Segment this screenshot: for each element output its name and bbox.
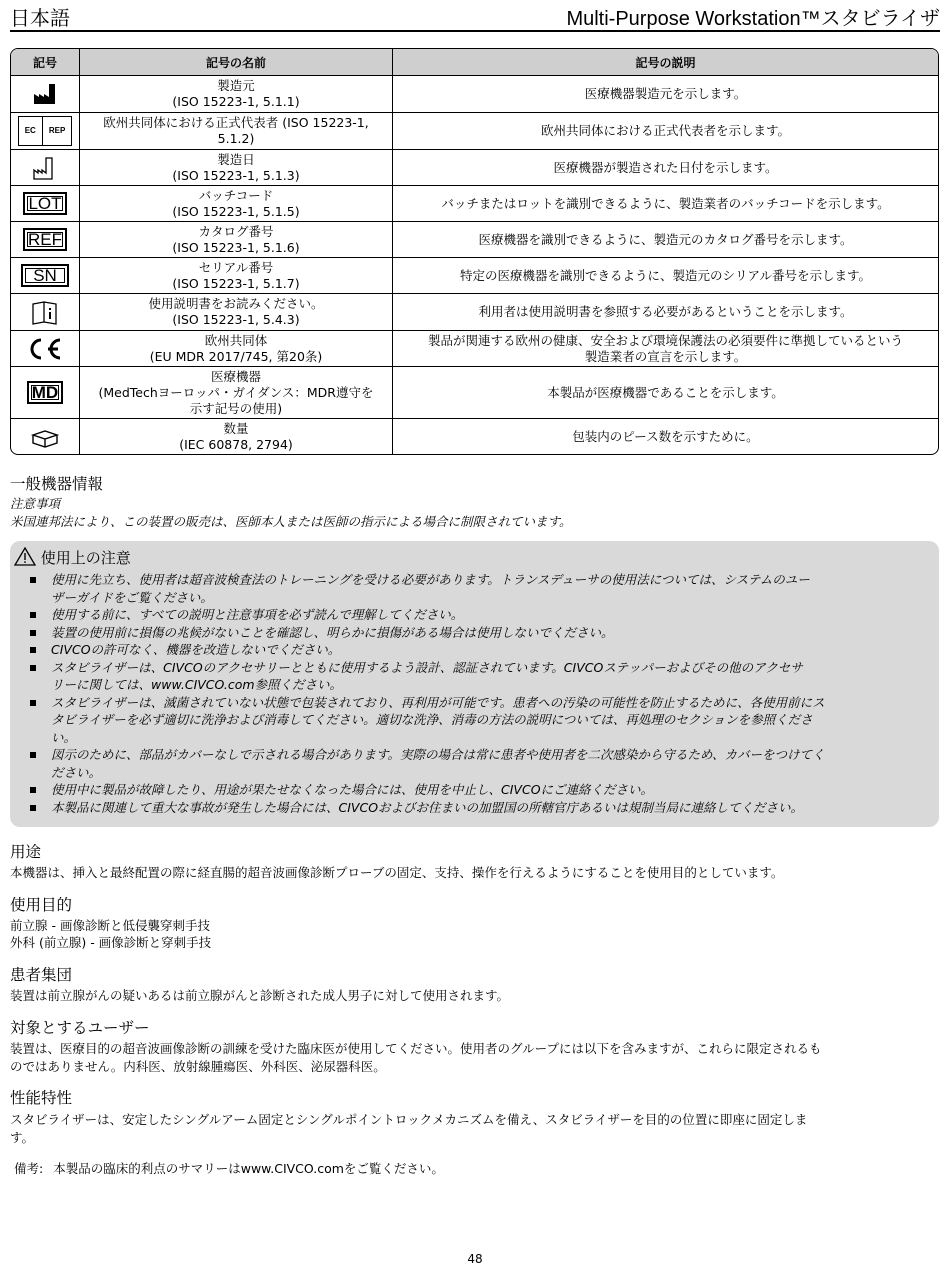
- population-heading: 患者集団: [10, 966, 73, 984]
- manufacturer-icon: [32, 82, 58, 106]
- symbol-name: 製造元: [217, 78, 255, 93]
- symbol-name: バッチコード: [198, 187, 274, 203]
- symbol-cell: [11, 185, 79, 221]
- caution-text: 米国連邦法により、この装置の販売は、医師本人または医師の指示による場合に制限されています。: [10, 514, 572, 529]
- description-cell: [392, 293, 938, 330]
- intended-use-heading: 使用目的: [10, 896, 73, 914]
- symbols-table: [10, 48, 939, 455]
- symbol-cell: [11, 293, 79, 330]
- symbol-standard: 5.1.2): [217, 131, 255, 146]
- name-cell: [79, 330, 392, 366]
- symbol-cell: [11, 221, 79, 257]
- symbol-name: 欧州共同体: [204, 332, 268, 348]
- precautions-box: [10, 541, 939, 827]
- list-item: 本製品に関連して重大な事故が発生した場合には、CIVCOおよびお住まいの加盟国の所轄官庁あるいは規制当局に連絡してください。: [10, 799, 930, 817]
- symbol-name: セリアル番号: [198, 259, 274, 275]
- description-cell: [392, 418, 938, 454]
- col-header-description: 記号の説明: [392, 49, 938, 76]
- table-header-row: [11, 49, 938, 76]
- symbol-cell: [11, 418, 79, 454]
- symbol-description: 特定の医療機器を識別できるように、製造元のシリアル番号を示します。: [459, 267, 871, 283]
- general-heading: 一般機器情報: [10, 475, 104, 493]
- intended-use-line: 前立腺 - 画像診断と低侵襲穿刺手技: [10, 918, 210, 933]
- symbol-description: 利用者は使用説明書を参照する必要があるということを示します。: [478, 304, 853, 319]
- performance-heading: 性能特性: [10, 1089, 73, 1107]
- instructions-icon: [31, 299, 59, 325]
- quantity-box-icon: [30, 426, 60, 448]
- table-row: [11, 149, 938, 185]
- symbol-cell: [11, 366, 79, 418]
- symbol-standard: (ISO 15223-1, 5.1.3): [172, 167, 300, 183]
- symbol-description: 欧州共同体における正式代表者を示します。: [540, 123, 790, 138]
- precautions-title: [14, 547, 131, 568]
- name-cell: [79, 76, 392, 112]
- product-title: Multi-Purpose Workstation™スタビライザ: [566, 8, 940, 30]
- note-label: 備考:: [14, 1161, 44, 1176]
- symbol-name: 使用説明書をお読みください。: [148, 296, 324, 311]
- warning-icon: [14, 547, 36, 566]
- description-cell: [392, 76, 938, 112]
- symbol-name: 製造日: [217, 151, 255, 167]
- name-cell: [79, 149, 392, 185]
- serial-number-icon: SN: [21, 264, 69, 287]
- symbol-cell: [11, 76, 79, 112]
- purpose-text: 本機器は、挿入と最終配置の際に経直腸的超音波画像診断プローブの固定、支持、操作を行えるようにすることを使用目的としています。: [10, 865, 784, 880]
- table-row: [11, 76, 938, 112]
- symbol-name: 医療機器: [210, 368, 261, 384]
- description-cell: [392, 149, 938, 185]
- list-item: CIVCOの許可なく、機器を改造しないでください。: [10, 641, 930, 659]
- name-cell: [79, 366, 392, 418]
- symbol-description: バッチまたはロットを識別できるように、製造業者のバッチコードを示します。: [441, 195, 890, 211]
- ce-mark-icon: [26, 337, 64, 361]
- symbol-name: 欧州共同体における正式代表者 (ISO 15223-1,: [103, 115, 369, 130]
- table-row: [11, 293, 938, 330]
- symbol-cell: [11, 149, 79, 185]
- caution-subheading: 注意事項: [10, 496, 61, 511]
- name-cell: [79, 293, 392, 330]
- symbol-description: 包装内のピース数を示すために。: [572, 428, 759, 444]
- name-cell: [79, 112, 392, 149]
- col-header-name: 記号の名前: [79, 49, 392, 76]
- intended-use-line: 外科 (前立腺) - 画像診断と穿刺手技: [10, 935, 212, 950]
- precautions-title-text: 使用上の注意: [40, 549, 131, 567]
- symbol-standard: (ISO 15223-1, 5.1.5): [172, 203, 300, 219]
- lot-icon: LOT: [23, 192, 66, 215]
- list-item: スタビライザーは、CIVCOのアクセサリーとともに使用するよう設計、認証されています。CIVCOステッパーおよびその他のアクセサ リーに関しては、www.CIVCO.com参照ください。: [10, 659, 930, 694]
- symbol-name: カタログ番号: [198, 223, 274, 239]
- table-row: [11, 112, 938, 149]
- list-item: 使用に先立ち、使用者は超音波検査法のトレーニングを受ける必要があります。トランスデューサの使用法については、システムのユー ザーガイドをご覧ください。: [10, 571, 930, 606]
- users-heading: 対象とするユーザー: [10, 1019, 150, 1037]
- users-text: 装置は、医療目的の超音波画像診断の訓練を受けた臨床医が使用してください。使用者のグループには以下を含みますが、これらに限定されるも: [10, 1041, 822, 1056]
- table-row: [11, 330, 938, 366]
- symbol-standard: (MedTechヨーロッパ・ガイダンス：MDR遵守を: [98, 384, 374, 400]
- description-cell: [392, 366, 938, 418]
- symbol-description: 本製品が医療機器であることを示します。: [547, 384, 784, 400]
- purpose-heading: 用途: [10, 843, 42, 861]
- name-cell: [79, 221, 392, 257]
- symbol-standard: (ISO 15223-1, 5.1.7): [172, 275, 300, 291]
- symbol-description: 医療機器を識別できるように、製造元のカタログ番号を示します。: [478, 231, 853, 247]
- symbol-cell: [11, 330, 79, 366]
- list-item: スタビライザーは、滅菌されていない状態で包装されており、再利用が可能です。患者への汚染の可能性を防止するために、各使用前にス タビライザーを必ず適切に洗浄および消毒してください。適切な洗浄、消毒の方法の説明については、再処理のセクションを参照くださ い。: [10, 694, 930, 747]
- symbol-standard: (ISO 15223-1, 5.4.3): [172, 312, 300, 327]
- symbol-description: 医療機器製造元を示します。: [584, 86, 747, 101]
- col-header-symbol: 記号: [11, 49, 79, 76]
- list-item: 装置の使用前に損傷の兆候がないことを確認し、明らかに損傷がある場合は使用しないでください。: [10, 624, 930, 642]
- table-row: [11, 418, 938, 454]
- symbol-name: 数量: [223, 420, 249, 436]
- users-text-cont: のではありません。内科医、放射線腫瘍医、外科医、泌尿器科医。: [10, 1059, 386, 1074]
- symbol-cell: [11, 112, 79, 149]
- symbol-standard: (EU MDR 2017/745, 第20条): [149, 348, 323, 364]
- symbol-description: 製品が関連する欧州の健康、安全および環境保護法の必須要件に準拠しているという: [427, 332, 903, 348]
- table-row: [11, 185, 938, 221]
- precautions-list: [10, 571, 930, 816]
- page-header: [10, 0, 940, 32]
- table-row: [11, 257, 938, 293]
- performance-text: スタビライザーは、安定したシングルアーム固定とシングルポイントロックメカニズムを備え、スタビライザーを目的の位置に即座に固定しま: [10, 1112, 808, 1127]
- medical-device-icon: MD: [27, 381, 63, 404]
- name-cell: [79, 257, 392, 293]
- description-cell: [392, 330, 938, 366]
- table-row: [11, 221, 938, 257]
- list-item: 使用する前に、すべての説明と注意事項を必ず読んで理解してください。: [10, 606, 930, 624]
- symbol-description-cont: 製造業者の宣言を示します。: [584, 348, 747, 364]
- symbol-description: 医療機器が製造された日付を示します。: [553, 159, 778, 175]
- date-of-manufacture-icon: [32, 155, 58, 181]
- list-item: 使用中に製品が故障したり、用途が果たせなくなった場合には、使用を中止し、CIVCOにご連絡ください。: [10, 781, 930, 799]
- symbol-standard: (ISO 15223-1, 5.1.1): [172, 94, 300, 109]
- symbol-standard-cont: 示す記号の使用): [189, 400, 283, 416]
- ec-rep-icon: EC REP: [18, 116, 73, 146]
- description-cell: [392, 185, 938, 221]
- table-row: [11, 366, 938, 418]
- name-cell: [79, 418, 392, 454]
- note-text: 本製品の臨床的利点のサマリーはwww.CIVCO.comをご覧ください。: [53, 1161, 444, 1176]
- ref-icon: REF: [23, 228, 67, 251]
- list-item: 図示のために、部品がカバーなしで示される場合があります。実際の場合は常に患者や使用者を二次感染から守るため、カバーをつけてく ださい。: [10, 746, 930, 781]
- symbol-standard: (IEC 60878, 2794): [179, 436, 293, 452]
- description-cell: [392, 112, 938, 149]
- population-text: 装置は前立腺がんの疑いあるは前立腺がんと診断された成人男子に対して使用されます。: [10, 988, 510, 1003]
- symbol-cell: [11, 257, 79, 293]
- language-label: 日本語: [10, 6, 70, 30]
- performance-text-cont: す。: [10, 1130, 35, 1145]
- note: [14, 1159, 444, 1177]
- name-cell: [79, 185, 392, 221]
- symbol-standard: (ISO 15223-1, 5.1.6): [172, 239, 300, 255]
- description-cell: [392, 257, 938, 293]
- description-cell: [392, 221, 938, 257]
- page-number: 48: [467, 1252, 483, 1266]
